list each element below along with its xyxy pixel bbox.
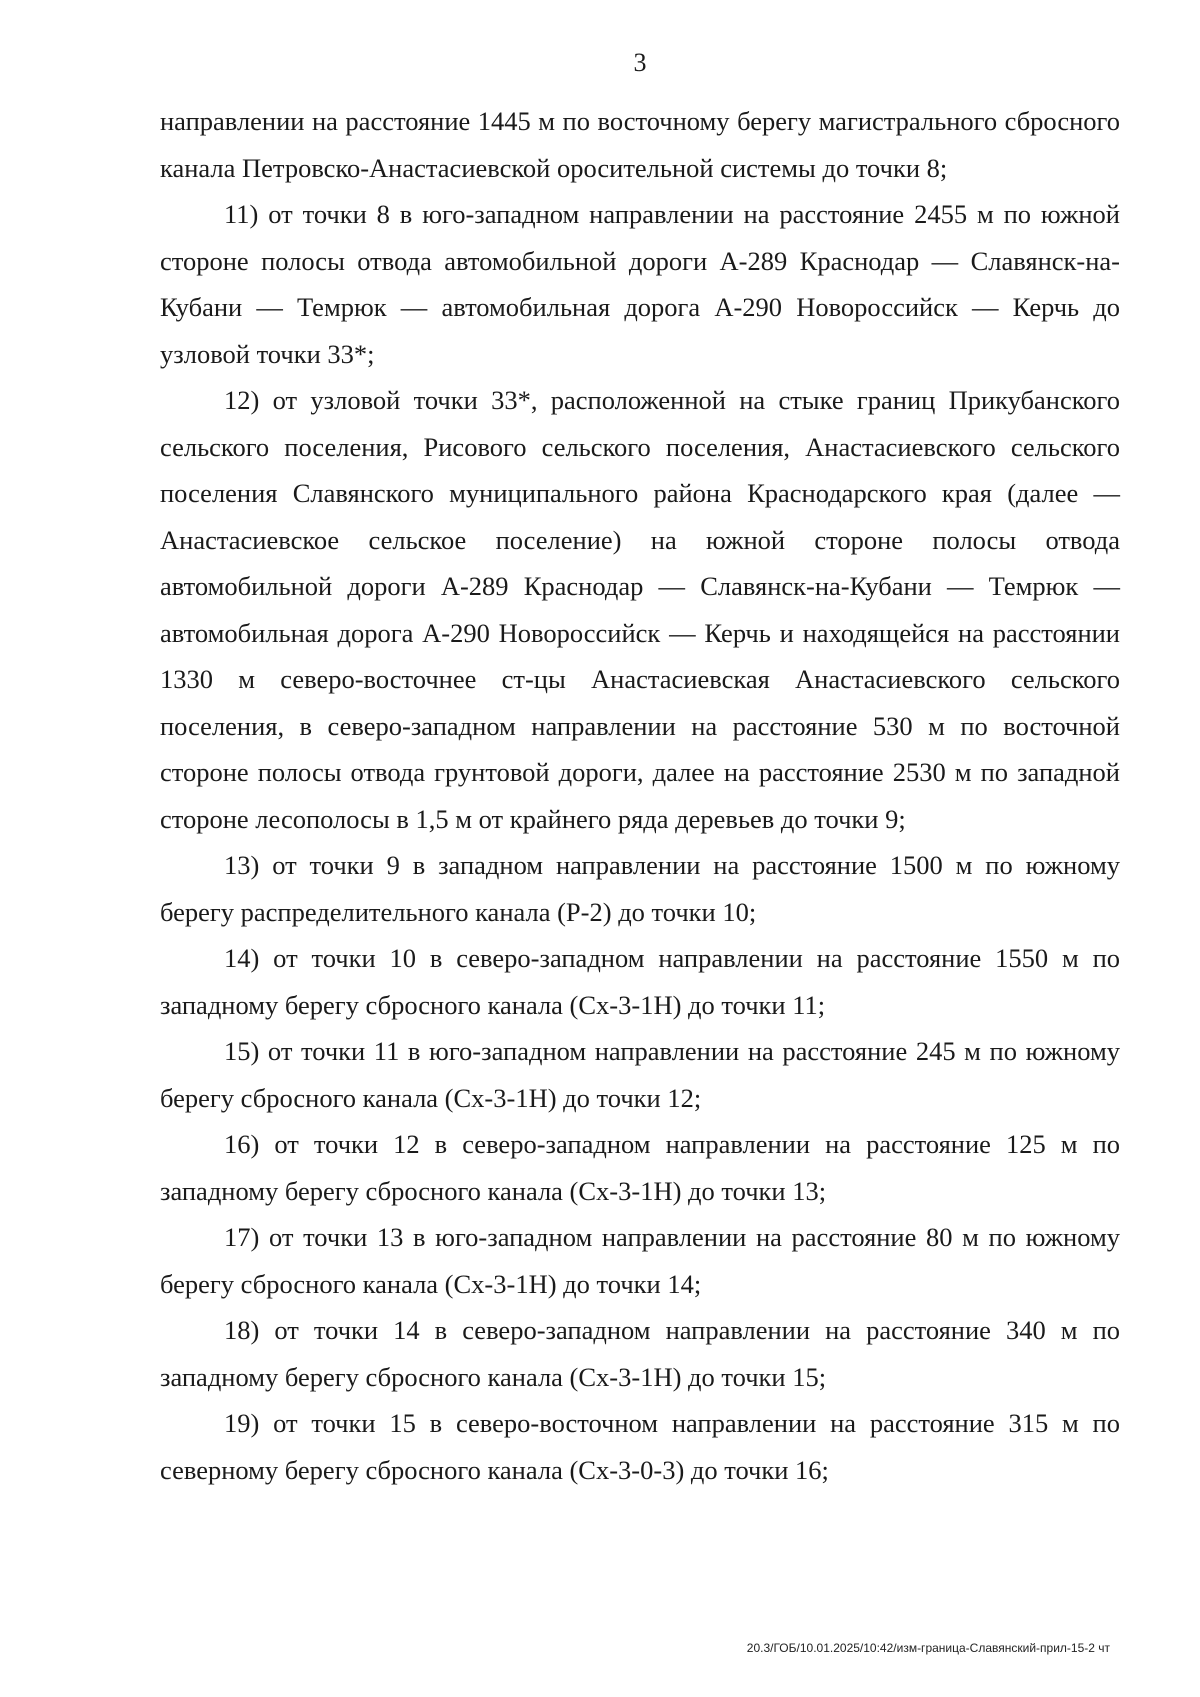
paragraph-item-11: 11) от точки 8 в юго-западном направлении на расстояние 2455 м по южной стороне полосы отвода автомобильной дороги А-289 Краснодар — Славянск-на-Кубани — Темрюк — автомобильная дорога А-290 Новороссийск — Керчь до узловой точки 33*; bbox=[160, 199, 1120, 369]
paragraph-continuation: направлении на расстояние 1445 м по восточному берегу магистрального сбросного канала Петровско-Анастасиевской оросительной системы до точки 8; bbox=[160, 106, 1120, 183]
paragraph-item-16: 16) от точки 12 в северо-западном направлении на расстояние 125 м по западному берегу сбросного канала (Сх-3-1Н) до точки 13; bbox=[160, 1129, 1120, 1206]
paragraph-item-15: 15) от точки 11 в юго-западном направлении на расстояние 245 м по южному берегу сбросного канала (Сх-3-1Н) до точки 12; bbox=[160, 1036, 1120, 1113]
page-number: 3 bbox=[633, 48, 647, 77]
paragraph-item-12: 12) от узловой точки 33*, расположенной на стыке границ Прикубанского сельского поселения, Рисового сельского поселения, Анастасиевского сельского поселения Славянского муниципального района Краснодарского края (далее — Анастасиевское сельское поселение) на южной стороне полосы отвода автомобильной дороги А-289 Краснодар — Славянск-на-Кубани — Темрюк — автомобильная дорога А-290 Новороссийск — Керчь и находящейся на расстоянии 1330 м северо-восточнее ст-цы Анастасиевская Анастасиевского сельского поселения, в северо-западном направлении на расстояние 530 м по восточной стороне полосы отвода грунтовой дороги, далее на расстояние 2530 м по западной стороне лесополосы в 1,5 м от крайнего ряда деревьев до точки 9; bbox=[160, 385, 1120, 834]
paragraph-item-19: 19) от точки 15 в северо-восточном направлении на расстояние 315 м по северному берегу сбросного канала (Сх-3-0-3) до точки 16; bbox=[160, 1408, 1120, 1485]
document-footer: 20.3/ГОБ/10.01.2025/10:42/изм-граница-Славянский-прил-15-2 чт bbox=[746, 1641, 1110, 1655]
paragraph-item-14: 14) от точки 10 в северо-западном направлении на расстояние 1550 м по западному берегу сбросного канала (Сх-3-1Н) до точки 11; bbox=[160, 943, 1120, 1020]
paragraph-item-17: 17) от точки 13 в юго-западном направлении на расстояние 80 м по южному берегу сбросного канала (Сх-3-1Н) до точки 14; bbox=[160, 1222, 1120, 1299]
paragraph-item-18: 18) от точки 14 в северо-западном направлении на расстояние 340 м по западному берегу сбросного канала (Сх-3-1Н) до точки 15; bbox=[160, 1315, 1120, 1392]
document-body bbox=[160, 98, 1120, 1493]
paragraph-item-13: 13) от точки 9 в западном направлении на расстояние 1500 м по южному берегу распределительного канала (Р-2) до точки 10; bbox=[160, 850, 1120, 927]
